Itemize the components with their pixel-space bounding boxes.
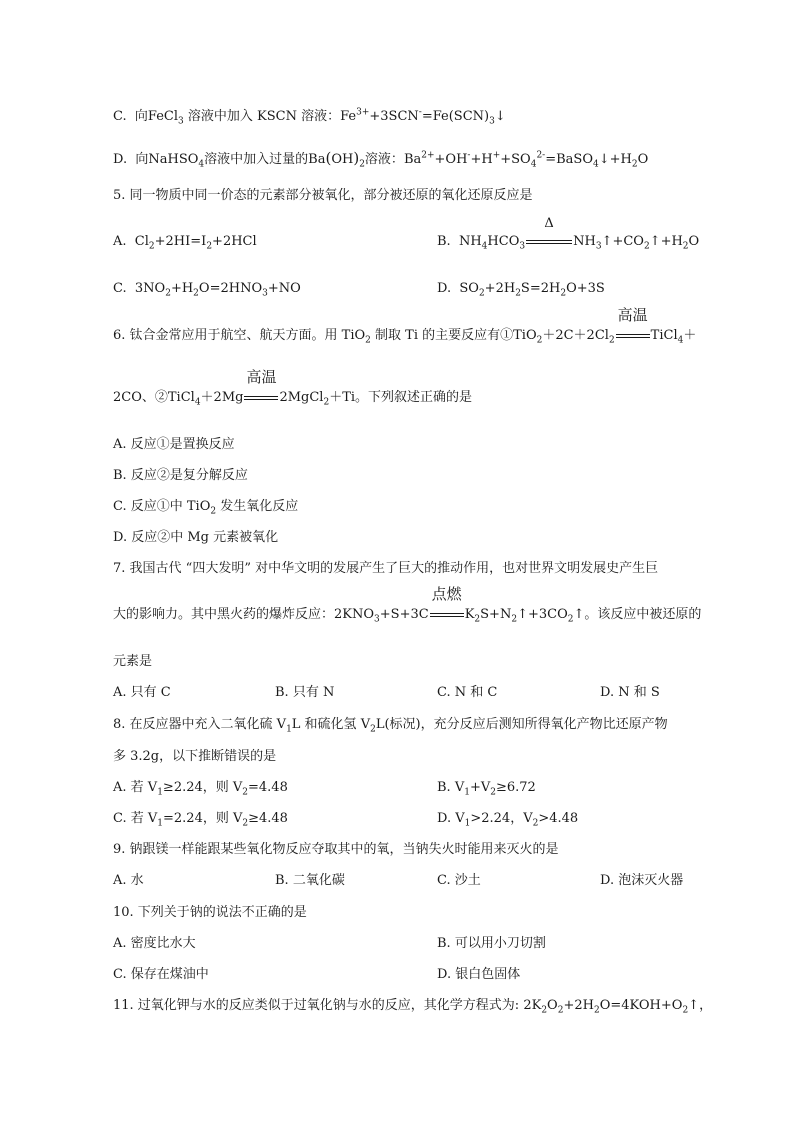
q9-stem: 9. 钠跟镁一样能跟某些氧化物反应夺取其中的氧，当钠失火时能用来灭火的是 bbox=[113, 842, 559, 857]
q4-option-d: D. 向NaHSO$_4$溶液中加入过量的$Ba(OH)_2$溶液：$Ba^{2+}+OH^-+H^++SO_4^{2-}=BaSO_4↓+H_2O$ bbox=[113, 149, 649, 170]
q7-option-a: A. 只有 C bbox=[113, 685, 171, 700]
q10-option-a: A. 密度比水大 bbox=[113, 936, 196, 951]
q8-stem-line2: 多 3.2g，以下推断错误的是 bbox=[113, 749, 277, 764]
q9-option-b: B. 二氧化碳 bbox=[275, 873, 345, 888]
q6-option-b: B. 反应②是复分解反应 bbox=[113, 468, 248, 483]
heat-condition-arrow: Δ bbox=[526, 232, 572, 252]
q8-option-b: B. $V_1+V_2\ge 6.72$ bbox=[437, 780, 536, 798]
q7-stem-line1: 7. 我国古代 “四大发明” 对中华文明的发展产生了巨大的推动作用，也对世界文明发展史产生巨 bbox=[113, 561, 659, 576]
q10-option-d: D. 银白色固体 bbox=[437, 967, 521, 982]
ignite-condition-arrow: 点燃 bbox=[430, 605, 464, 625]
q9-option-d: D. 泡沫灭火器 bbox=[600, 873, 684, 888]
q5-option-a: A. $Cl_2+2HI=I_2+2HCl$ bbox=[113, 234, 257, 252]
q6-stem-line2: 2CO、②TiCl$_4$＋2Mg 高温 2MgCl$_2$＋Ti。下列叙述正确的是 bbox=[113, 368, 473, 408]
q7-option-d: D. N 和 S bbox=[600, 685, 660, 700]
q9-option-c: C. 沙土 bbox=[437, 873, 481, 888]
q7-option-b: B. 只有 N bbox=[275, 685, 335, 700]
q5-option-c: C. $3NO_2+H_2O=2HNO_3+NO$ bbox=[113, 281, 301, 299]
q5-stem: 5. 同一物质中同一价态的元素部分被氧化，部分被还原的氧化还原反应是 bbox=[113, 188, 533, 203]
q8-stem-line1: 8. 在反应器中充入二氧化硫 $V_1L$ 和硫化氢 $V_2L$(标况)，充分反应后测知所得氧化产物比还原产物 bbox=[113, 717, 668, 735]
q7-option-c: C. N 和 C bbox=[437, 685, 498, 700]
q6-option-a: A. 反应①是置换反应 bbox=[113, 437, 235, 452]
high-temp-condition-arrow: 高温 bbox=[244, 388, 278, 408]
q8-option-d: D. $V_1>2.24$，$V_2>4.48$ bbox=[437, 811, 579, 829]
high-temp-condition-arrow: 高温 bbox=[616, 326, 650, 346]
q6-stem-line1: 6. 钛合金常应用于航空、航天方面。用 TiO$_2$ 制取 Ti 的主要反应有$①TiO_2+2C+2Cl_2$ 高温 TiCl$_4$＋ bbox=[113, 306, 697, 346]
q7-stem-line2: 大的影响力。其中黑火药的爆炸反应：$2KNO_3+S+3C$ 点燃 $K_2S+N_2↑+3CO_2↑$。该反应中被还原的 bbox=[113, 585, 702, 625]
q10-stem: 10. 下列关于钠的说法不正确的是 bbox=[113, 905, 307, 920]
q7-stem-line3: 元素是 bbox=[113, 654, 153, 669]
q6-option-d: D. 反应②中 Mg 元素被氧化 bbox=[113, 530, 279, 545]
q4-option-c: C. 向FeCl$_3$ 溶液中加入 KSCN 溶液：$Fe^{3+}+3SCN^-=Fe(SCN)_3↓$ bbox=[113, 107, 506, 127]
q8-option-c: C. 若 $V_1=2.24$，则 $V_2\ge 4.48$ bbox=[113, 811, 288, 829]
q8-option-a: A. 若 $V_1\ge 2.24$，则 $V_2=4.48$ bbox=[113, 780, 288, 798]
q5-option-d: D. $SO_2+2H_2S=2H_2O+3S$ bbox=[437, 281, 605, 299]
q9-option-a: A. 水 bbox=[113, 873, 144, 888]
q10-option-c: C. 保存在煤油中 bbox=[113, 967, 209, 982]
q11-stem: 11. 过氧化钾与水的反应类似于过氧化钠与水的反应，其化学方程式为: $2K_2O_2+2H_2O=4KOH+O_2↑$， bbox=[113, 998, 713, 1016]
q5-option-b: B. $NH_4HCO_3$ Δ $NH_3↑+CO_2↑+H_2O$ bbox=[437, 216, 700, 252]
q10-option-b: B. 可以用小刀切割 bbox=[437, 936, 546, 951]
q6-option-c: C. 反应①中 TiO$_2$ 发生氧化反应 bbox=[113, 499, 299, 517]
